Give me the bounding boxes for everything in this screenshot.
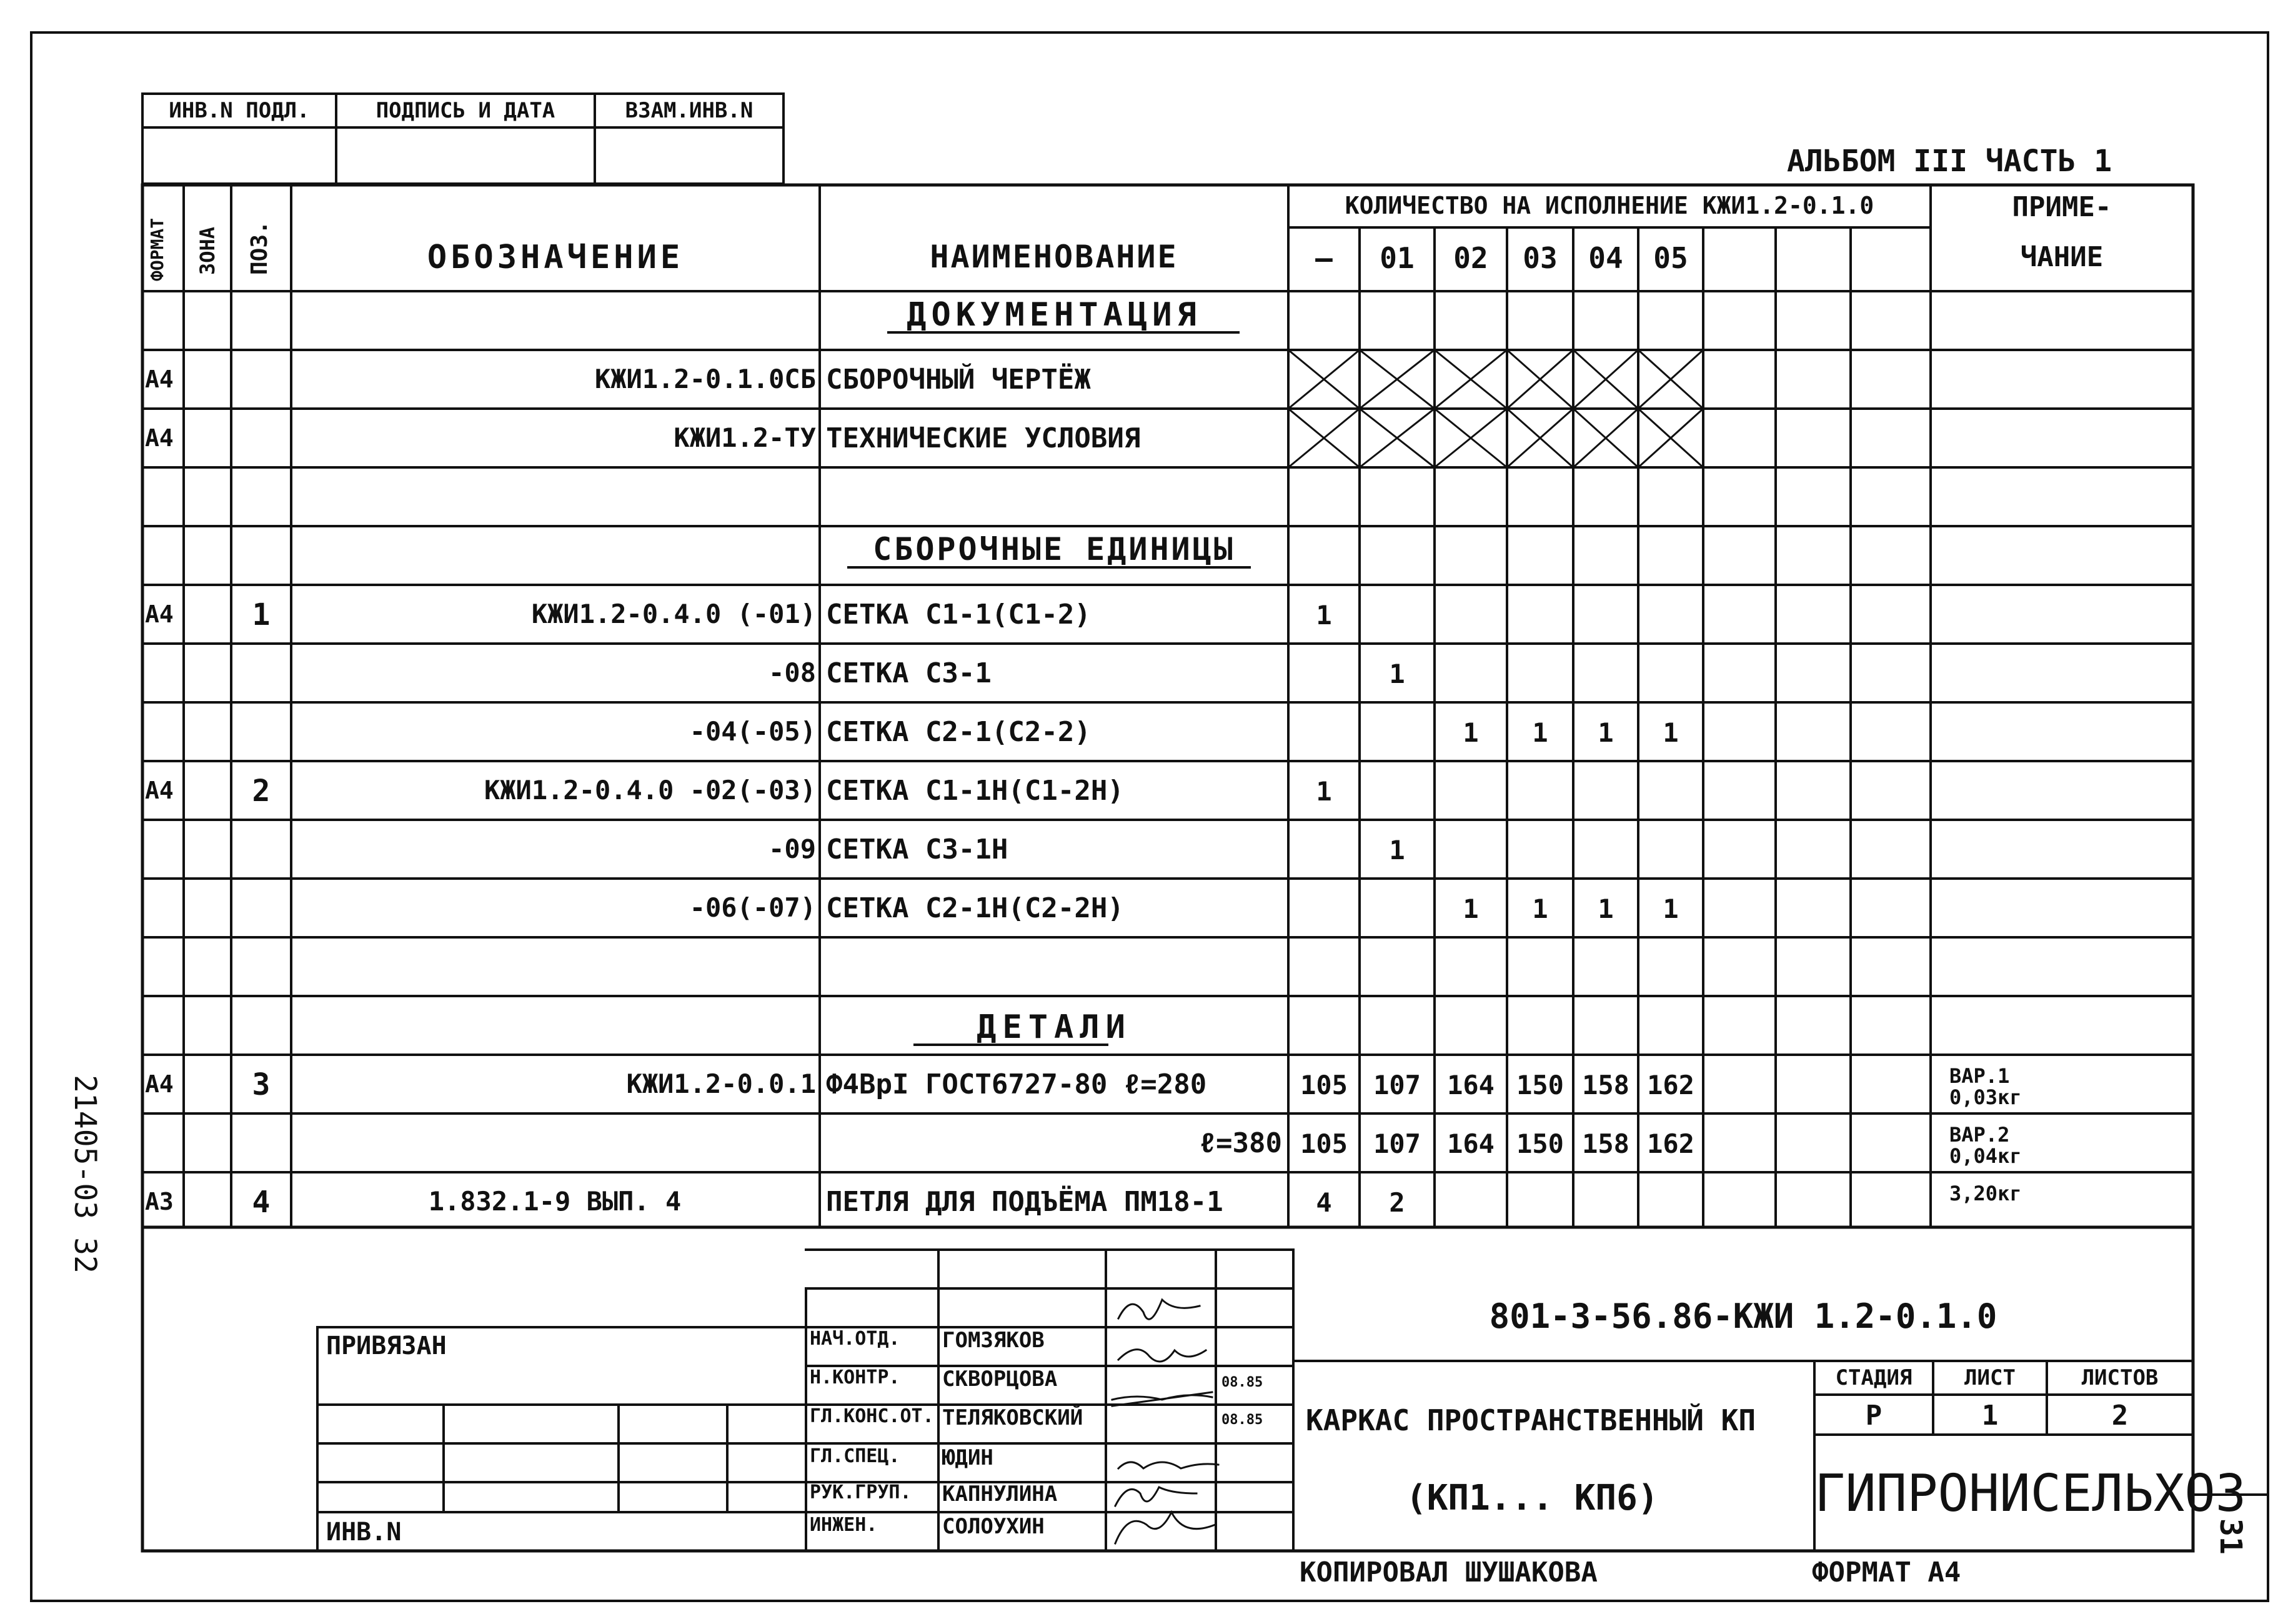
title-role: РУК.ГРУП. xyxy=(810,1482,912,1503)
row-quantity: 1 xyxy=(1463,894,1479,924)
title-person: ГОМЗЯКОВ xyxy=(942,1328,1045,1353)
date-2: 08.85 xyxy=(1221,1412,1263,1428)
sheet-value: 1 xyxy=(1981,1400,1999,1432)
sheets-label: ЛИСТОВ xyxy=(2081,1365,2159,1390)
header-quantity: КОЛИЧЕСТВО НА ИСПОЛНЕНИЕ КЖИ1.2-0.1.0 xyxy=(1345,192,1874,219)
row-quantity: 1 xyxy=(1532,717,1548,748)
row-pos: 4 xyxy=(252,1185,271,1220)
row-quantity: 105 xyxy=(1300,1128,1348,1159)
row-quantity: 1 xyxy=(1389,835,1405,865)
stamp-header-replaced: ВЗАМ.ИНВ.N xyxy=(625,98,754,123)
stamp-header-inv: ИНВ.N ПОДЛ. xyxy=(169,98,310,123)
row-quantity: 164 xyxy=(1447,1128,1495,1159)
row-quantity: 1 xyxy=(1532,894,1548,924)
row-name: СЕТКА С1-1(С1-2) xyxy=(826,599,1091,630)
row-designation: КЖИ1.2-0.4.0 (-01) xyxy=(531,599,816,629)
row-pos: 3 xyxy=(252,1067,271,1102)
copied-by: КОПИРОВАЛ ШУШАКОВА xyxy=(1300,1557,1598,1588)
title-role: НАЧ.ОТД. xyxy=(810,1328,900,1350)
row-note: ВАР.1 0,03кг xyxy=(1949,1064,2022,1109)
row-name: ТЕХНИЧЕСКИЕ УСЛОВИЯ xyxy=(826,422,1141,454)
row-format: A3 xyxy=(145,1188,174,1215)
row-note: ВАР.2 0,04кг xyxy=(1949,1123,2022,1168)
title-person: СОЛОУХИН xyxy=(942,1514,1045,1539)
row-quantity: 1 xyxy=(1598,894,1614,924)
doc-code: 801-3-56.86-КЖИ 1.2-0.1.0 xyxy=(1489,1297,1997,1336)
row-name: СЕТКА С3-1 xyxy=(826,657,992,689)
row-designation: -09 xyxy=(768,834,816,864)
title-person: ЮДИН xyxy=(942,1445,993,1470)
header-designation: ОБОЗНАЧЕНИЕ xyxy=(427,239,684,276)
row-designation: КЖИ1.2-0.4.0 -02(-03) xyxy=(484,775,816,805)
row-name: СЕТКА С2-1Н(С2-2Н) xyxy=(826,892,1124,924)
row-name: Ф4ВрI ГОСТ6727-80 ℓ=280 xyxy=(826,1069,1207,1100)
section-assembly-units: СБОРОЧНЫЕ ЕДИНИЦЫ xyxy=(873,531,1235,567)
row-quantity: 164 xyxy=(1447,1070,1495,1100)
row-designation: КЖИ1.2-ТУ xyxy=(674,422,816,453)
row-format: A4 xyxy=(145,424,174,452)
row-quantity: 1 xyxy=(1316,776,1332,807)
inv-no-label: ИНВ.N xyxy=(326,1518,402,1547)
bound-label: ПРИВЯЗАН xyxy=(326,1332,447,1360)
header-note-2: ЧАНИЕ xyxy=(2020,241,2104,273)
row-name: СБОРОЧНЫЙ ЧЕРТЁЖ xyxy=(826,364,1091,396)
organization: ГИПРОНИСЕЛЬХОЗ xyxy=(1814,1464,2247,1523)
sheets-value: 2 xyxy=(2111,1400,2129,1432)
row-quantity: 158 xyxy=(1582,1128,1629,1159)
title-person: КАПНУЛИНА xyxy=(942,1482,1058,1507)
title-role: ГЛ.СПЕЦ. xyxy=(810,1445,900,1467)
row-name: ПЕТЛЯ ДЛЯ ПОДЪЁМА ПМ18-1 xyxy=(826,1186,1223,1218)
row-quantity: 107 xyxy=(1373,1070,1421,1100)
stage-label: СТАДИЯ xyxy=(1835,1365,1912,1390)
variant-header: 04 xyxy=(1588,241,1623,275)
title-person: ТЕЛЯКОВСКИЙ xyxy=(942,1405,1083,1430)
row-quantity: 158 xyxy=(1582,1070,1629,1100)
format-label: ФОРМАТ А4 xyxy=(1812,1557,1961,1588)
row-quantity: 150 xyxy=(1516,1070,1564,1100)
header-note-1: ПРИМЕ- xyxy=(2012,191,2112,223)
title-role: ИНЖЕН. xyxy=(810,1514,878,1536)
header-name: НАИМЕНОВАНИЕ xyxy=(930,239,1178,275)
page-number: 31 xyxy=(2213,1518,2248,1555)
variant-header: — xyxy=(1315,241,1333,275)
row-quantity: 2 xyxy=(1389,1187,1405,1218)
date-1: 08.85 xyxy=(1221,1375,1263,1390)
side-code: 21405-03 32 xyxy=(67,1075,102,1273)
header-format: ФОРМАТ xyxy=(147,217,167,281)
row-pos: 2 xyxy=(252,774,271,809)
stamp-header-signature: ПОДПИСЬ И ДАТА xyxy=(376,98,555,123)
row-quantity: 105 xyxy=(1300,1070,1348,1100)
row-quantity: 1 xyxy=(1663,717,1679,748)
variant-header: 01 xyxy=(1380,241,1415,275)
row-designation: -08 xyxy=(768,657,816,688)
variant-header: 02 xyxy=(1453,241,1488,275)
row-quantity: 1 xyxy=(1663,894,1679,924)
row-name: СЕТКА С1-1Н(С1-2Н) xyxy=(826,775,1124,807)
section-details: ДЕТАЛИ xyxy=(977,1009,1132,1046)
title-role: Н.КОНТР. xyxy=(810,1367,900,1388)
row-name: СЕТКА С3-1Н xyxy=(826,834,1008,865)
row-format: A4 xyxy=(145,1070,174,1098)
row-quantity: 1 xyxy=(1598,717,1614,748)
title-line-2: (КП1... КП6) xyxy=(1406,1478,1659,1518)
row-designation: КЖИ1.2-0.1.0СБ xyxy=(594,364,816,394)
row-quantity: 1 xyxy=(1316,600,1332,630)
row-name: СЕТКА С2-1(С2-2) xyxy=(826,716,1091,748)
row-designation: 1.832.1-9 ВЫП. 4 xyxy=(428,1186,682,1217)
row-pos: 1 xyxy=(252,597,271,632)
row-format: A4 xyxy=(145,600,174,628)
title-person: СКВОРЦОВА xyxy=(942,1367,1058,1392)
section-documentation: ДОКУМЕНТАЦИЯ xyxy=(907,296,1201,334)
row-quantity: 162 xyxy=(1647,1128,1694,1159)
row-format: A4 xyxy=(145,777,174,804)
album-label: АЛЬБОМ III ЧАСТЬ 1 xyxy=(1787,144,2112,179)
signature-scribbles xyxy=(1112,1300,1218,1543)
row-quantity: 1 xyxy=(1389,659,1405,689)
row-quantity: 150 xyxy=(1516,1128,1564,1159)
header-zone: ЗОНА xyxy=(196,226,219,275)
row-quantity: 162 xyxy=(1647,1070,1694,1100)
row-note: 3,20кг xyxy=(1949,1182,2022,1205)
header-pos: ПОЗ. xyxy=(247,221,272,275)
row-format: A4 xyxy=(145,366,174,393)
row-name: ℓ=380 xyxy=(1199,1127,1282,1159)
row-quantity: 107 xyxy=(1373,1128,1421,1159)
row-designation: -06(-07) xyxy=(689,892,816,923)
row-quantity: 1 xyxy=(1463,717,1479,748)
row-designation: КЖИ1.2-0.0.1 xyxy=(626,1069,816,1099)
sheet-label: ЛИСТ xyxy=(1964,1365,2016,1390)
stage-value: Р xyxy=(1865,1400,1883,1432)
variant-header: 03 xyxy=(1523,241,1558,275)
row-quantity: 4 xyxy=(1316,1187,1332,1218)
row-designation: -04(-05) xyxy=(689,716,816,747)
variant-header: 05 xyxy=(1653,241,1688,275)
title-line-1: КАРКАС ПРОСТРАНСТВЕННЫЙ КП xyxy=(1306,1403,1756,1437)
title-role: ГЛ.КОНС.ОТ. xyxy=(810,1405,934,1427)
